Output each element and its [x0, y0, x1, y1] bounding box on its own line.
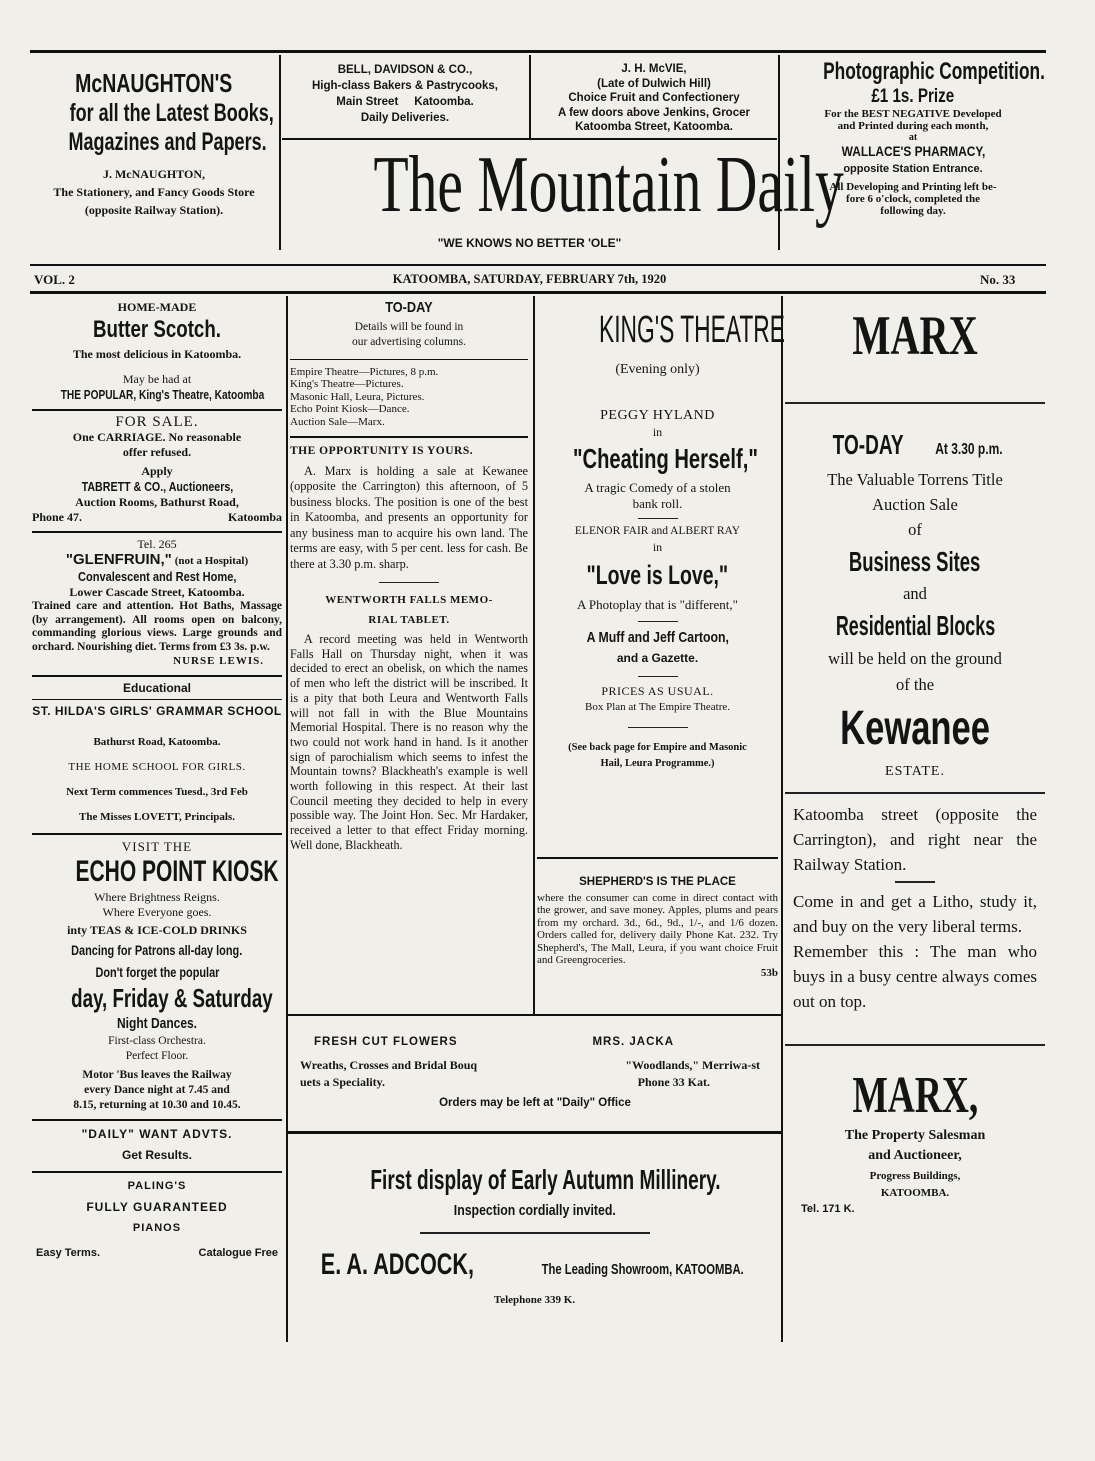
col1-rule-4	[32, 833, 282, 835]
marx-para-3: Remember this : The man who buys in a busy centre always comes out on top.	[793, 942, 1037, 1011]
flowers-line2: uets a Speciality.	[300, 1075, 386, 1089]
kiosk-line6: day, Friday & Saturday	[71, 983, 273, 1013]
masthead	[282, 140, 844, 250]
palings-catalogue: Catalogue Free	[198, 1247, 278, 1259]
kiosk-line9: Perfect Floor.	[125, 1050, 189, 1062]
column-1	[32, 300, 282, 1261]
wentworth-header-1: WENTWORTH FALLS MEMO-	[325, 594, 493, 606]
palings-row	[32, 1246, 282, 1261]
marx-para-2: Come in and get a Litho, study it, and buy on the very liberal terms.	[793, 892, 1037, 936]
marx-line3: of	[908, 520, 922, 539]
adcock-top-rule	[288, 1131, 781, 1134]
glenfruin-name: "GLENFRUIN,"	[65, 551, 172, 568]
masthead-motto: "WE KNOWS NO BETTER 'OLE"	[437, 236, 622, 250]
flowers-line1: Wreaths, Crosses and Bridal Bouq	[300, 1058, 478, 1072]
photo-at: at	[908, 132, 918, 143]
flowers-header-row	[300, 1034, 770, 1051]
butter-line2: May be had at	[122, 372, 192, 386]
today-item-5: Auction Sale—Marx.	[290, 415, 385, 428]
col1-rule-6	[32, 1171, 282, 1173]
marx-line2: Auction Sale	[872, 495, 958, 514]
today-list	[290, 366, 528, 429]
ear-photographic	[780, 58, 1046, 217]
col3-rule-1	[537, 857, 778, 859]
marx-line6: Residential Blocks	[835, 610, 995, 641]
marx-rule-2	[785, 792, 1045, 794]
today-item-2: King's Theatre—Pictures.	[290, 378, 404, 390]
butter-title: Butter Scotch.	[93, 316, 221, 343]
shepherd-ad	[537, 876, 778, 979]
palings-ad	[32, 1179, 282, 1261]
kings-star-2: ELENOR FAIR and ALBERT RAY	[574, 525, 741, 537]
kiosk-line7: Night Dances.	[116, 1015, 198, 1032]
today-header: TO-DAY	[385, 299, 433, 316]
marx-time: At 3.30 p.m.	[935, 441, 1003, 458]
kiosk-line12: 8.15, returning at 10.30 and 10.45.	[73, 1099, 241, 1111]
marx-s3: Progress Buildings,	[869, 1170, 961, 1182]
mcvie-line2: Choice Fruit and Confectionery	[568, 92, 740, 104]
kiosk-line11: every Dance night at 7.45 and	[84, 1084, 230, 1096]
adcock-ad	[288, 1160, 781, 1306]
forsale-line5: Auction Rooms, Bathurst Road,	[75, 495, 239, 509]
issue-number: No. 33	[980, 272, 1016, 287]
educational-header: Educational	[122, 681, 191, 695]
photo-line1: For the BEST NEGATIVE Developed	[824, 108, 1002, 120]
today-line1: Details will be found in	[354, 320, 464, 333]
school-addr: Bathurst Road, Katoomba.	[93, 736, 221, 748]
adcock-name: E. A. ADCOCK,	[321, 1248, 475, 1281]
adcock-sub: Inspection cordially invited.	[453, 1202, 616, 1219]
photo-line4: fore 6 o'clock, completed the	[846, 193, 980, 205]
photo-line3: All Developing and Printing left be-	[829, 181, 997, 193]
flowers-row-1	[300, 1057, 770, 1074]
kiosk-visit: VISIT THE	[121, 839, 193, 854]
kings-box: Box Plan at The Empire Theatre.	[585, 701, 730, 713]
kiosk-line3: inty TEAS & ICE-COLD DRINKS	[67, 923, 247, 937]
palings-line2: FULLY GUARANTEED	[86, 1200, 228, 1214]
top-rule	[30, 50, 1046, 53]
marx-name-2: MARX,	[852, 1067, 978, 1124]
marx-line1: The Valuable Torrens Title	[827, 470, 1003, 489]
marx-s4: KATOOMBA.	[880, 1187, 950, 1199]
flowers-right2: Phone 33 Kat.	[637, 1075, 710, 1089]
today-item-1: Empire Theatre—Pictures, 8 p.m.	[290, 365, 439, 378]
for-sale-ad	[32, 415, 282, 525]
opportunity-body: A. Marx is holding a sale at Kewanee (opposite the Carrington) this afternoon, of 5 business blocks. The position is one of the best in Katoomba, and presents an opportunity for any business man to acquire his own land. The terms are easy, with 5 per cent. less for cash. Be there at 3.30 p.m. sharp.	[290, 463, 528, 571]
mcvie-line4: Katoomba Street, Katoomba.	[575, 121, 733, 133]
mcnaughton-line1: for all the Latest Books,	[69, 99, 274, 127]
adcock-rule	[420, 1232, 650, 1234]
adcock-rest: The Leading Showroom, KATOOMBA.	[541, 1261, 744, 1278]
kings-desc-1a: A tragic Comedy of a stolen	[584, 480, 731, 495]
kiosk-line1: Where Brightness Reigns.	[94, 890, 220, 904]
kiosk-line2: Where Everyone goes.	[102, 905, 212, 919]
mcvie-name: J. H. McVIE,	[621, 63, 687, 75]
forsale-line1: One CARRIAGE. No reasonable	[72, 430, 242, 444]
marx-line7: will be held on the ground	[828, 649, 1002, 668]
dateline-bottom-rule	[30, 291, 1046, 294]
forsale-line2: offer refused.	[122, 445, 192, 459]
school-name: ST. HILDA'S GIRLS' GRAMMAR SCHOOL	[32, 704, 282, 718]
butter-scotch-ad	[32, 300, 282, 403]
kings-in-1: in	[652, 425, 663, 439]
glenfruin-line2: Lower Cascade Street, Katoomba.	[69, 585, 245, 599]
flowers-header: FRESH CUT FLOWERS	[314, 1036, 458, 1048]
marx-line5: and	[903, 584, 927, 603]
bell-name: BELL, DAVIDSON & CO.,	[337, 64, 473, 76]
kings-rule-4	[628, 727, 688, 728]
kings-prices: PRICES AS USUAL.	[601, 684, 714, 698]
flowers-ad	[300, 1034, 770, 1112]
glenfruin-body: Trained care and attention. Hot Baths, Massage (by arrangement). All rooms open on balcony, commanding glorious views. Large grounds and orchard. Nourishing diet. Terms from £3 3s. p.w.	[32, 600, 282, 653]
marx-rule-1	[785, 402, 1045, 404]
kiosk-line8: First-class Orchestra.	[108, 1035, 206, 1047]
glenfruin-name-row	[32, 552, 282, 569]
want-line2: Get Results.	[121, 1148, 193, 1162]
photo-opp: opposite Station Entrance.	[843, 163, 983, 175]
photo-prize: £1 1s. Prize	[871, 86, 955, 107]
flowers-top-rule	[288, 1014, 781, 1016]
dateline: KATOOMBA, SATURDAY, FEBRUARY 7th, 1920	[392, 272, 667, 286]
principals: The Misses LOVETT, Principals.	[79, 811, 235, 823]
glenfruin-tel: Tel. 265	[137, 537, 177, 551]
bell-line1: High-class Bakers & Pastrycooks,	[311, 80, 498, 92]
flowers-orders: Orders may be left at "Daily" Office	[439, 1097, 631, 1109]
butter-line3: THE POPULAR, King's Theatre, Katoomba	[60, 387, 265, 402]
today-block	[290, 300, 528, 351]
kings-see-2: Hail, Leura Programme.)	[600, 758, 715, 769]
palings-terms: Easy Terms.	[36, 1247, 101, 1259]
photo-line2: and Printed during each month,	[837, 120, 989, 132]
kings-in-2: in	[652, 540, 663, 554]
kiosk-line5: Don't forget the popular	[95, 964, 219, 980]
col2-rule-2	[290, 436, 528, 438]
home-school: THE HOME SCHOOL FOR GIRLS.	[68, 761, 246, 773]
column-3	[537, 300, 785, 772]
marx-rule-3	[895, 881, 935, 883]
flowers-proprietor: MRS. JACKA	[592, 1036, 674, 1048]
today-item-4: Echo Point Kiosk—Dance.	[290, 403, 410, 415]
marx-line4: Business Sites	[849, 546, 981, 577]
kiosk-title: ECHO POINT KIOSK	[75, 855, 279, 888]
ear-bell-davidson	[282, 62, 528, 126]
kings-rule-1	[638, 518, 678, 519]
kings-cartoon: A Muff and Jeff Cartoon,	[586, 629, 729, 646]
kings-desc-2: A Photoplay that is "different,"	[577, 597, 738, 612]
flowers-row-2	[300, 1074, 770, 1091]
masthead-title: The Mountain Daily	[373, 141, 844, 229]
next-term: Next Term commences Tuesd., 3rd Feb	[66, 786, 248, 798]
kings-see-1: (See back page for Empire and Masonic	[568, 742, 747, 753]
mcvie-line1: (Late of Dulwich Hill)	[597, 77, 711, 90]
shepherd-code: 53b	[760, 966, 778, 979]
forsale-header: FOR SALE.	[115, 414, 199, 430]
opportunity-article	[290, 444, 528, 572]
want-advts-ad	[32, 1127, 282, 1163]
glenfruin-ad	[32, 537, 282, 669]
ear-mcvie	[531, 62, 777, 135]
glenfruin-line1: Convalescent and Rest Home,	[77, 569, 237, 584]
wentworth-article	[290, 593, 528, 853]
column-2	[290, 300, 528, 853]
col1-rule-1	[32, 409, 282, 411]
marx-tel: Tel. 171 K.	[801, 1203, 855, 1215]
forsale-line3: Apply	[141, 464, 173, 478]
kiosk-line10: Motor 'Bus leaves the Railway	[82, 1069, 232, 1081]
col-divider-3	[781, 296, 783, 1342]
kings-theatre-ad	[537, 300, 785, 772]
glenfruin-sig: NURSE LEWIS.	[173, 655, 264, 667]
kings-rule-2	[638, 621, 678, 622]
col1-rule-2	[32, 531, 282, 533]
flowers-right1: "Woodlands," Merriwa-st	[625, 1058, 760, 1072]
want-line1: "DAILY" WANT ADVTS.	[81, 1127, 233, 1141]
bell-line3: Daily Deliveries.	[360, 112, 450, 124]
mcnaughton-proprietor: J. McNAUGHTON,	[102, 167, 206, 181]
kings-film-2: "Love is Love,"	[586, 560, 729, 590]
educational-rule	[32, 699, 282, 700]
marx-ad	[785, 300, 1045, 1218]
marx-today: TO-DAY	[832, 429, 904, 460]
marx-line9: Kewanee	[840, 702, 990, 755]
forsale-line4: TABRETT & CO., Auctioneers,	[81, 479, 233, 494]
kings-title: KING'S THEATRE	[598, 309, 785, 351]
mcnaughton-loc: (opposite Railway Station).	[84, 203, 224, 217]
photo-title: Photographic Competition.	[823, 58, 1045, 85]
col2-rule-1	[290, 359, 528, 360]
adcock-tel: Telephone 339 K.	[493, 1294, 576, 1306]
marx-title: MARX	[852, 305, 978, 367]
marx-rule-4	[785, 1044, 1045, 1046]
col2-short-rule	[379, 582, 439, 583]
col1-rule-5	[32, 1119, 282, 1121]
adcock-name-row	[288, 1248, 781, 1282]
forsale-phone: Phone 47.	[32, 510, 83, 524]
shepherd-header: SHEPHERD'S IS THE PLACE	[579, 876, 736, 888]
photo-pharmacy: WALLACE'S PHARMACY,	[841, 143, 985, 159]
vol-label: VOL. 2	[34, 272, 75, 287]
wentworth-body: A record meeting was held in Wentworth Falls Hall on Thursday night, when it was decided to erect an obelisk, on which the names of men who left the district will be inscribed. It is a pity that both Leura and Wentworth Falls will not fall in with the Blue Mountains Memorial Hospital. There is no reason why the two could not work hand in hand. Is it another sign of parochialism which seems to infest the Mountain towns? Blackheath's example is well worth following in this respect. At their last Council meeting they decided to help in every possible way. The Joint Hon. Sec. Mr Hardaker, received a letter to that effect Friday morning. Well done, Blackheath.	[290, 632, 528, 852]
ear-divider-1	[279, 55, 281, 250]
marx-line8: of the	[895, 675, 935, 694]
mcnaughton-line2: Magazines and Papers.	[68, 128, 267, 156]
palings-line3: PIANOS	[132, 1222, 182, 1234]
today-item-3: Masonic Hall, Leura, Pictures.	[290, 390, 425, 403]
dateline-top-rule	[30, 264, 1046, 266]
kings-evening: (Evening only)	[615, 362, 700, 377]
today-line2: our advertising columns.	[351, 336, 467, 348]
kiosk-line4: Dancing for Patrons all-day long.	[71, 942, 243, 958]
bell-line2: Main Street Katoomba.	[336, 96, 474, 108]
glenfruin-note: (not a Hospital)	[174, 555, 249, 567]
mcnaughton-name: McNAUGHTON'S	[75, 68, 233, 98]
col-divider-2	[533, 296, 535, 1014]
col1-rule-3	[32, 675, 282, 677]
kings-desc-1b: bank roll.	[632, 496, 683, 511]
butter-line1: The most delicious in Katoomba.	[72, 347, 242, 361]
ear-mcnaughton	[30, 68, 278, 218]
kings-film-1: "Cheating Herself,"	[572, 443, 758, 474]
opportunity-header: THE OPPORTUNITY IS YOURS.	[290, 445, 474, 457]
shepherd-body: where the consumer can come in direct contact with the grower, and save money. Apples, plums and pears from my orchard. 3d., 6d., 9d., 1/-, and 1/6 dozen. Orders called for, delivery daily Phone Kat. 232. Try Shepherd's, The Mall, Leura, if you want choice Fruit and Greengroceries.	[537, 891, 778, 966]
butter-header: HOME-MADE	[117, 300, 197, 314]
adcock-header: First display of Early Autumn Millinery.	[370, 1164, 721, 1195]
marx-s2: and Auctioneer,	[868, 1148, 962, 1163]
marx-s1: The Property Salesman	[844, 1128, 986, 1143]
photo-line5: following day.	[880, 205, 946, 217]
forsale-town: Katoomba	[228, 510, 282, 524]
wentworth-header-2: RIAL TABLET.	[368, 613, 450, 626]
marx-line10: ESTATE.	[885, 764, 945, 779]
educational-ad	[32, 681, 282, 825]
mcnaughton-desc: The Stationery, and Fancy Goods Store	[53, 185, 255, 199]
mcvie-line3: A few doors above Jenkins, Grocer	[558, 106, 750, 119]
palings-line1: PALING'S	[127, 1180, 187, 1192]
kings-star-1: PEGGY HYLAND	[600, 408, 715, 423]
marx-para-1: Katoomba street (opposite the Carrington), and right near the Railway Station.	[793, 805, 1037, 874]
echo-point-kiosk-ad	[32, 839, 282, 1113]
kings-rule-3	[638, 676, 678, 677]
kings-gazette: and a Gazette.	[616, 651, 699, 665]
forsale-phone-row	[32, 510, 282, 525]
